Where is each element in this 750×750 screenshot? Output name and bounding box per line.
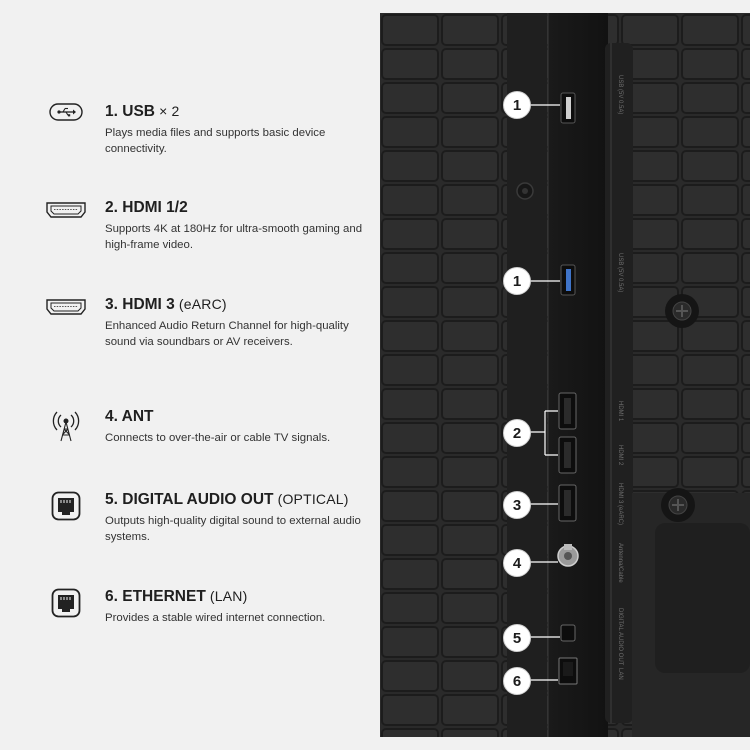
feature-description: Supports 4K at 180Hz for ultra-smooth gaming and high-frame video. (105, 223, 363, 251)
callout-usb-top: 1 (503, 91, 531, 119)
hdmi-icon (44, 299, 88, 329)
port-label-hdmi3: HDMI 3 (eARC) (617, 483, 623, 526)
callout-hdmi-3: 3 (503, 491, 531, 519)
tv-ports-photo (380, 13, 750, 737)
tv-back-illustration (380, 13, 750, 737)
callout-optical: 5 (503, 624, 531, 652)
callout-antenna: 4 (503, 549, 531, 577)
feature-title: 5. DIGITAL AUDIO OUT (OPTICAL) (105, 491, 349, 508)
feature-description: Provides a stable wired internet connection. (105, 612, 326, 624)
callout-ethernet: 6 (503, 667, 531, 695)
feature-title: 6. ETHERNET (LAN) (105, 588, 248, 605)
feature-title: 3. HDMI 3 (eARC) (105, 296, 227, 313)
port-label-hdmi1: HDMI 1 (617, 401, 623, 422)
feature-title: 2. HDMI 1/2 (105, 199, 188, 216)
port-label-usb-mid: USB (5V 0.5A) (617, 253, 623, 293)
callout-hdmi-1-2: 2 (503, 419, 531, 447)
port-label-hdmi2: HDMI 2 (617, 445, 623, 466)
feature-title: 1. USB × 2 (105, 103, 180, 120)
callout-usb-mid: 1 (503, 267, 531, 295)
antenna-icon (44, 408, 88, 444)
hdmi-icon (44, 202, 88, 232)
port-label-antenna: Antenna/Cable (617, 543, 623, 583)
port-label-optical: DIGITAL AUDIO OUT (617, 608, 623, 666)
feature-description: Plays media files and supports basic device connectivity. (105, 127, 326, 155)
feature-title: 4. ANT (105, 408, 154, 425)
feature-description: Connects to over-the-air or cable TV signals. (105, 432, 331, 444)
feature-description: Enhanced Audio Return Channel for high-quality sound via soundbars or AV receivers. (105, 320, 349, 348)
port-label-lan: LAN (617, 668, 623, 680)
ethernet-port-icon (44, 588, 88, 618)
feature-description: Outputs high-quality digital sound to external audio systems. (105, 515, 361, 543)
port-label-usb-top: USB (5V 0.5A) (617, 75, 623, 115)
usb-icon (44, 103, 88, 133)
optical-port-icon (44, 491, 88, 521)
